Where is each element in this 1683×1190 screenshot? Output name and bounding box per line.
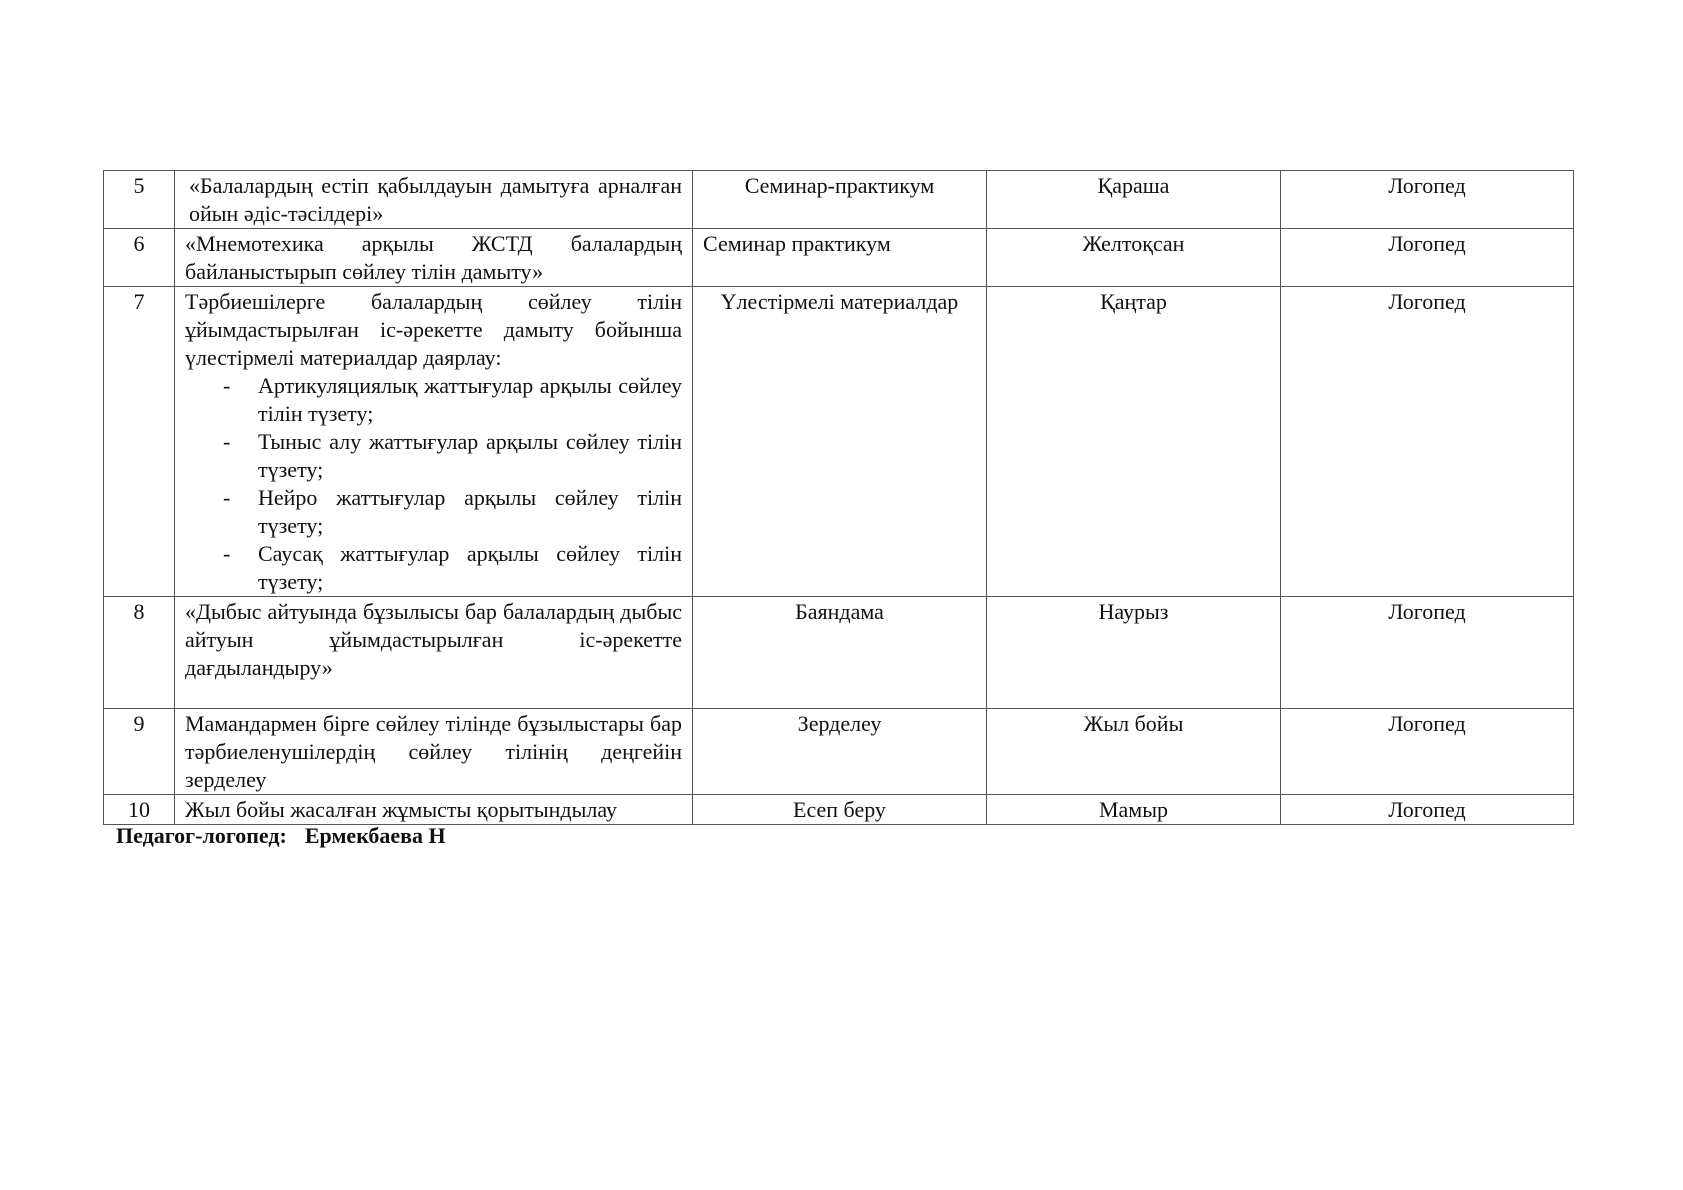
row-topic — [175, 709, 693, 795]
row-date: Желтоқсан — [987, 229, 1281, 287]
table-row — [104, 287, 1574, 597]
list-item — [223, 484, 682, 540]
bullet-list — [185, 372, 682, 596]
row-form: Үлестірмелі материалдар — [693, 287, 987, 597]
list-item-text: Саусақ жаттығулар арқылы сөйлеу тілін түзету; — [258, 541, 682, 594]
row-form: Баяндама — [693, 597, 987, 709]
signature-role: Педагог-логопед: — [116, 823, 287, 848]
topic-text: Мамандармен бірге сөйлеу тілінде бұзылыстары бар тәрбиеленушілердің сөйлеу тілінің деңгейін зерделеу — [185, 711, 682, 792]
table-row — [104, 709, 1574, 795]
work-plan-table — [103, 170, 1574, 825]
row-responsible: Логопед — [1281, 229, 1574, 287]
row-number: 10 — [104, 795, 175, 825]
row-date: Қараша — [987, 171, 1281, 229]
dash-marker: - — [223, 373, 231, 398]
row-topic — [175, 171, 693, 229]
list-item-text: Нейро жаттығулар арқылы сөйлеу тілін түзету; — [258, 485, 682, 538]
row-topic — [175, 229, 693, 287]
table-row — [104, 597, 1574, 709]
row-responsible: Логопед — [1281, 287, 1574, 597]
row-form: Есеп беру — [693, 795, 987, 825]
signature-line — [116, 823, 446, 849]
list-item — [223, 540, 682, 596]
row-number: 7 — [104, 287, 175, 597]
table-row — [104, 229, 1574, 287]
topic-text: Жыл бойы жасалған жұмысты қорытындылау — [185, 797, 618, 822]
row-form: Зерделеу — [693, 709, 987, 795]
row-number: 5 — [104, 171, 175, 229]
row-number: 6 — [104, 229, 175, 287]
row-date: Қаңтар — [987, 287, 1281, 597]
row-responsible: Логопед — [1281, 171, 1574, 229]
list-item-text: Артикуляциялық жаттығулар арқылы сөйлеу тілін түзету; — [258, 373, 682, 426]
row-responsible: Логопед — [1281, 597, 1574, 709]
topic-text: «Мнемотехика арқылы ЖСТД балалардың байланыстырып сөйлеу тілін дамыту» — [185, 231, 682, 284]
row-number: 9 — [104, 709, 175, 795]
dash-marker: - — [223, 541, 231, 566]
signature-name: Ермекбаева Н — [304, 823, 446, 848]
row-number: 8 — [104, 597, 175, 709]
row-topic — [175, 597, 693, 709]
topic-text: Тәрбиешілерге балалардың сөйлеу тілін ұйымдастырылған іс-әрекетте дамыту бойынша үлестірмелі материалдар даярлау: — [185, 289, 682, 370]
list-item-text: Тыныс алу жаттығулар арқылы сөйлеу тілін түзету; — [258, 429, 682, 482]
table-row — [104, 171, 1574, 229]
row-topic — [175, 795, 693, 825]
row-responsible: Логопед — [1281, 709, 1574, 795]
row-date: Жыл бойы — [987, 709, 1281, 795]
row-date: Наурыз — [987, 597, 1281, 709]
row-form: Семинар практикум — [693, 229, 987, 287]
list-item — [223, 372, 682, 428]
row-responsible: Логопед — [1281, 795, 1574, 825]
dash-marker: - — [223, 485, 231, 510]
dash-marker: - — [223, 429, 231, 454]
topic-text: «Балалардың естіп қабылдауын дамытуға арналған ойын әдіс-тәсілдері» — [189, 173, 682, 226]
row-topic — [175, 287, 693, 597]
table-row — [104, 795, 1574, 825]
topic-text: «Дыбыс айтуында бұзылысы бар балалардың дыбыс айтуын ұйымдастырылған іс-әрекетте дағдыландыру» — [185, 599, 682, 680]
row-form: Семинар-практикум — [693, 171, 987, 229]
list-item — [223, 428, 682, 484]
row-date: Мамыр — [987, 795, 1281, 825]
